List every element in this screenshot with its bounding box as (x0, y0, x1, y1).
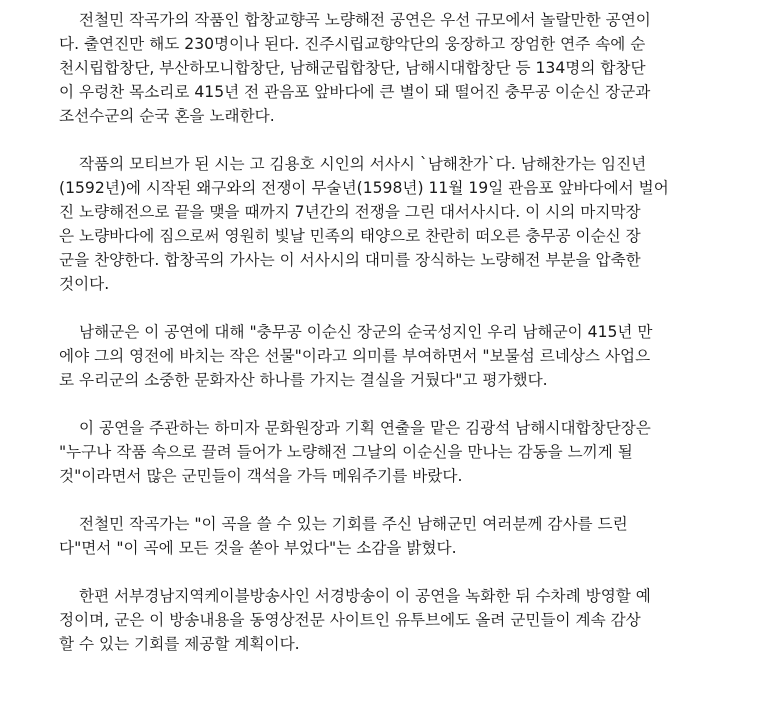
text-line: 한편 서부경남지역케이블방송사인 서경방송이 이 공연을 녹화한 뒤 수차례 방영할 예 (79, 587, 651, 605)
text-line: 이 우렁찬 목소리로 415년 전 관음포 앞바다에 큰 별이 돼 떨어진 충무공 이순신 장군과 (59, 83, 651, 101)
paragraph-composer-remarks (59, 512, 768, 560)
text-line: 은 노량바다에 짐으로써 영원히 빛날 민족의 태양으로 찬란히 떠오른 충무공 이순신 장 (59, 227, 641, 245)
text-line: 조선수군의 순국 혼을 노래한다. (59, 107, 275, 125)
paragraph-poem-motif (59, 152, 768, 296)
text-line: 다. 출연진만 해도 230명이나 된다. 진주시립교향악단의 웅장하고 장엄한 연주 속에 순 (59, 35, 646, 53)
text-line: 정이며, 군은 이 방송내용을 동영상전문 사이트인 유투브에도 올려 군민들이 계속 감상 (59, 611, 641, 629)
text-line: 할 수 있는 기회를 제공할 계획이다. (59, 635, 300, 653)
text-line: 남해군은 이 공연에 대해 "충무공 이순신 장군의 순국성지인 우리 남해군이 415년 만 (79, 323, 653, 341)
text-line: 전철민 작곡가의 작품인 합창교향곡 노량해전 공연은 우선 규모에서 놀랄만한 공연이 (79, 11, 651, 29)
text-line: "누구나 작품 속으로 끌려 들어가 노량해전 그날의 이순신을 만나는 감동을 느끼게 될 (59, 443, 633, 461)
paragraph-broadcast-plan (59, 584, 768, 656)
text-line: 전철민 작곡가는 "이 곡을 쓸 수 있는 기회를 주신 남해군민 여러분께 감사를 드린 (79, 515, 628, 533)
text-line: 이 공연을 주관하는 하미자 문화원장과 기획 연출을 맡은 김광석 남해시대합창단장은 (79, 419, 651, 437)
text-line: 다"면서 "이 곡에 모든 것을 쏟아 부었다"는 소감을 밝혔다. (59, 539, 457, 557)
text-line: 것"이라면서 많은 군민들이 객석을 가득 메워주기를 바랐다. (59, 467, 463, 485)
text-line: 에야 그의 영전에 바치는 작은 선물"이라고 의미를 부여하면서 "보물섬 르네상스 사업으 (59, 347, 651, 365)
text-line: 군을 찬양한다. 합창곡의 가사는 이 서사시의 대미를 장식하는 노량해전 부분을 압축한 (59, 251, 641, 269)
paragraph-county-evaluation (59, 320, 768, 392)
text-line: 진 노량해전으로 끝을 맺을 때까지 7년간의 전쟁을 그린 대서사시다. 이 시의 마지막장 (59, 203, 641, 221)
text-line: 로 우리군의 소중한 문화자산 하나를 가지는 결실을 거뒀다"고 평가했다. (59, 371, 548, 389)
paragraph-organizers-remarks (59, 416, 768, 488)
text-line: 것이다. (59, 275, 110, 293)
text-line: (1592년)에 시작된 왜구와의 전쟁이 무술년(1598년) 11월 19일 관음포 앞바다에서 벌어 (59, 179, 669, 197)
paragraph-concert-scale (59, 8, 768, 128)
text-line: 천시립합창단, 부산하모니합창단, 남해군립합창단, 남해시대합창단 등 134명의 합창단 (59, 59, 646, 77)
text-line: 작품의 모티브가 된 시는 고 김용호 시인의 서사시 `남해찬가`다. 남해찬가는 임진년 (79, 155, 647, 173)
